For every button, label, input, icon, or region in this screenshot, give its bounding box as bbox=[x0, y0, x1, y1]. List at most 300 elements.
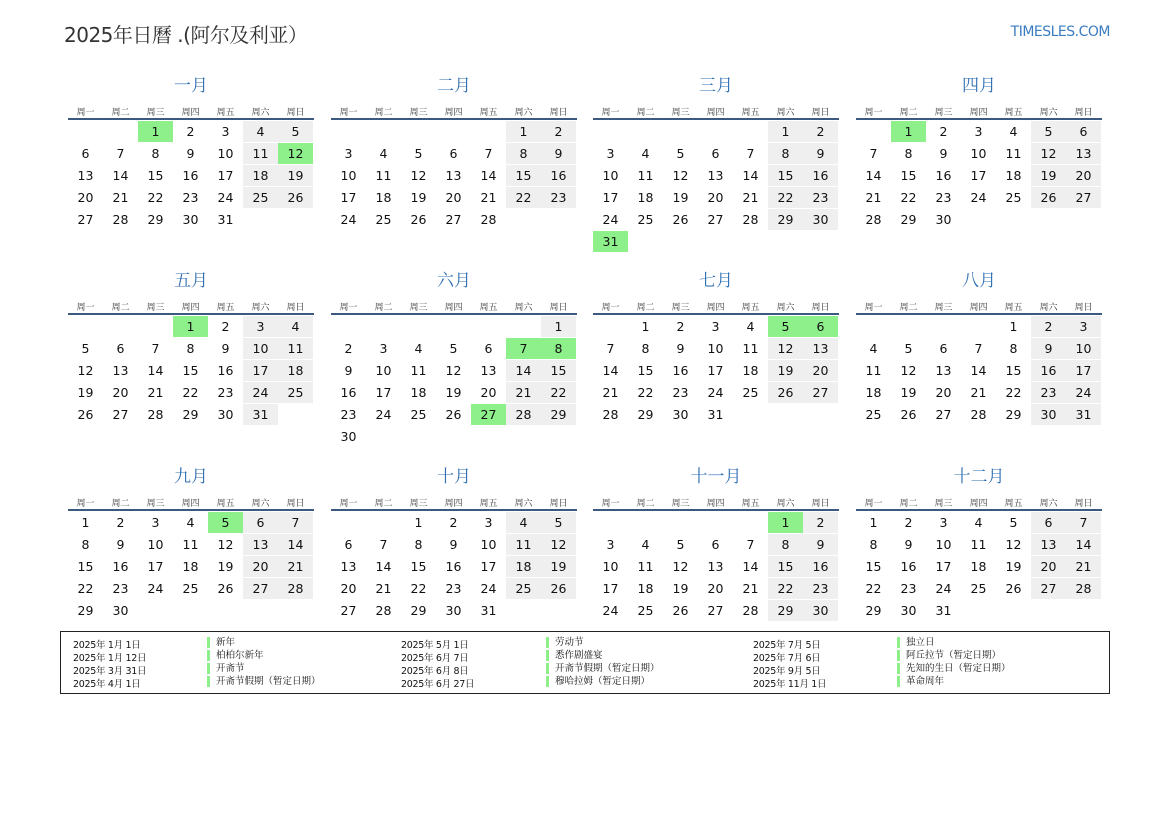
month-title: 三月 bbox=[699, 76, 733, 96]
month-title: 一月 bbox=[174, 76, 208, 96]
day-cell: 19 bbox=[278, 165, 313, 186]
day-cell-holiday: 1 bbox=[173, 316, 208, 337]
weekday-label: 周六 bbox=[1039, 108, 1058, 118]
weekday-label: 周一 bbox=[864, 303, 883, 313]
day-cell: 31 bbox=[217, 212, 234, 227]
legend-date: 2025年 6月 27日 bbox=[401, 679, 475, 690]
weekday-label: 周六 bbox=[776, 499, 795, 509]
weekday-label: 周六 bbox=[251, 108, 270, 118]
day-cell: 2 bbox=[939, 124, 948, 139]
day-cell: 28 bbox=[278, 578, 313, 599]
day-cell: 21 bbox=[375, 581, 392, 596]
day-cell: 20 bbox=[707, 581, 724, 596]
weekday-label: 周三 bbox=[146, 108, 165, 118]
day-cell: 4 bbox=[186, 515, 195, 530]
day-cell: 1 bbox=[541, 316, 576, 337]
day-cell: 21 bbox=[602, 385, 619, 400]
day-cell: 7 bbox=[484, 146, 493, 161]
day-cell: 28 bbox=[602, 407, 619, 422]
month-title: 十一月 bbox=[690, 467, 742, 487]
month-title: 五月 bbox=[174, 271, 208, 291]
day-cell: 15 bbox=[768, 165, 803, 186]
day-cell: 20 bbox=[707, 190, 724, 205]
day-cell: 3 bbox=[484, 515, 493, 530]
day-cell: 25 bbox=[182, 581, 199, 596]
day-cell: 15 bbox=[182, 363, 199, 378]
day-cell: 14 bbox=[506, 360, 541, 381]
day-cell: 29 bbox=[1005, 407, 1022, 422]
day-cell: 9 bbox=[803, 143, 838, 164]
weekday-label: 周六 bbox=[1039, 303, 1058, 313]
day-cell: 16 bbox=[217, 363, 234, 378]
day-cell: 2 bbox=[541, 121, 576, 142]
day-cell-holiday: 31 bbox=[593, 231, 628, 252]
day-cell: 11 bbox=[742, 341, 759, 356]
day-cell: 13 bbox=[707, 559, 724, 574]
day-cell: 3 bbox=[243, 316, 278, 337]
day-cell: 16 bbox=[672, 363, 689, 378]
day-cell: 23 bbox=[935, 190, 952, 205]
day-cell: 17 bbox=[935, 559, 952, 574]
day-cell: 9 bbox=[186, 146, 195, 161]
weekday-label: 周日 bbox=[1074, 108, 1093, 118]
day-cell: 10 bbox=[217, 146, 234, 161]
day-cell: 30 bbox=[803, 600, 838, 621]
day-cell: 14 bbox=[112, 168, 129, 183]
weekday-label: 周日 bbox=[549, 303, 568, 313]
day-cell: 3 bbox=[606, 146, 615, 161]
day-cell: 17 bbox=[480, 559, 497, 574]
day-cell: 25 bbox=[865, 407, 882, 422]
weekday-label: 周二 bbox=[374, 303, 393, 313]
weekday-label: 周六 bbox=[514, 303, 533, 313]
day-cell: 21 bbox=[112, 190, 129, 205]
legend-holiday-name: 劳动节 bbox=[546, 637, 584, 648]
day-cell: 15 bbox=[1005, 363, 1022, 378]
day-cell: 16 bbox=[1031, 360, 1066, 381]
day-cell: 5 bbox=[1009, 515, 1018, 530]
weekday-label: 周一 bbox=[601, 499, 620, 509]
day-cell: 6 bbox=[1031, 512, 1066, 533]
weekday-label: 周三 bbox=[934, 303, 953, 313]
weekday-label: 周一 bbox=[76, 499, 95, 509]
weekday-label: 周二 bbox=[899, 303, 918, 313]
day-cell: 13 bbox=[112, 363, 129, 378]
weekday-label: 周日 bbox=[1074, 499, 1093, 509]
day-cell: 3 bbox=[1066, 316, 1101, 337]
day-cell: 21 bbox=[147, 385, 164, 400]
weekday-label: 周三 bbox=[146, 303, 165, 313]
day-cell: 27 bbox=[1066, 187, 1101, 208]
weekday-label: 周三 bbox=[671, 303, 690, 313]
day-cell: 3 bbox=[221, 124, 230, 139]
day-cell: 10 bbox=[602, 559, 619, 574]
day-cell: 20 bbox=[803, 360, 838, 381]
day-cell: 19 bbox=[1005, 559, 1022, 574]
day-cell: 5 bbox=[449, 341, 458, 356]
day-cell: 11 bbox=[970, 537, 987, 552]
month-title: 九月 bbox=[174, 467, 208, 487]
day-cell: 9 bbox=[939, 146, 948, 161]
day-cell: 24 bbox=[340, 212, 357, 227]
day-cell: 26 bbox=[541, 578, 576, 599]
day-cell: 4 bbox=[506, 512, 541, 533]
day-cell: 4 bbox=[1009, 124, 1018, 139]
day-cell: 12 bbox=[672, 168, 689, 183]
legend-holiday-name: 阿丘拉节（暂定日期） bbox=[897, 650, 1001, 661]
day-cell: 4 bbox=[641, 146, 650, 161]
day-cell: 26 bbox=[768, 382, 803, 403]
month-divider bbox=[331, 313, 577, 315]
day-cell: 7 bbox=[869, 146, 878, 161]
weekday-label: 周四 bbox=[444, 499, 463, 509]
weekday-label: 周五 bbox=[1004, 303, 1023, 313]
day-cell: 27 bbox=[1031, 578, 1066, 599]
legend-date: 2025年 1月 1日 bbox=[73, 640, 141, 651]
month-11 bbox=[593, 466, 839, 646]
day-cell: 4 bbox=[243, 121, 278, 142]
day-cell-holiday: 1 bbox=[768, 512, 803, 533]
day-cell: 24 bbox=[602, 603, 619, 618]
day-cell: 26 bbox=[900, 407, 917, 422]
day-cell: 31 bbox=[1066, 404, 1101, 425]
day-cell: 16 bbox=[541, 165, 576, 186]
day-cell: 2 bbox=[449, 515, 458, 530]
weekday-label: 周二 bbox=[636, 108, 655, 118]
day-cell: 29 bbox=[147, 212, 164, 227]
day-cell: 20 bbox=[77, 190, 94, 205]
day-cell: 22 bbox=[77, 581, 94, 596]
day-cell: 17 bbox=[375, 385, 392, 400]
month-7 bbox=[593, 270, 839, 450]
day-cell: 19 bbox=[672, 190, 689, 205]
day-cell: 25 bbox=[243, 187, 278, 208]
weekday-label: 周五 bbox=[1004, 108, 1023, 118]
day-cell: 17 bbox=[243, 360, 278, 381]
day-cell: 10 bbox=[707, 341, 724, 356]
day-cell: 26 bbox=[672, 603, 689, 618]
day-cell: 16 bbox=[900, 559, 917, 574]
weekday-label: 周二 bbox=[111, 108, 130, 118]
weekday-label: 周一 bbox=[76, 303, 95, 313]
day-cell: 25 bbox=[742, 385, 759, 400]
month-4 bbox=[856, 75, 1102, 255]
day-cell: 15 bbox=[147, 168, 164, 183]
day-cell: 27 bbox=[707, 603, 724, 618]
day-cell: 5 bbox=[904, 341, 913, 356]
day-cell: 6 bbox=[449, 146, 458, 161]
day-cell: 29 bbox=[410, 603, 427, 618]
day-cell: 24 bbox=[480, 581, 497, 596]
day-cell: 5 bbox=[278, 121, 313, 142]
weekday-label: 周四 bbox=[181, 108, 200, 118]
weekday-label: 周四 bbox=[706, 108, 725, 118]
day-cell: 28 bbox=[375, 603, 392, 618]
day-cell: 27 bbox=[243, 578, 278, 599]
day-cell: 1 bbox=[81, 515, 90, 530]
day-cell: 29 bbox=[900, 212, 917, 227]
day-cell: 4 bbox=[278, 316, 313, 337]
day-cell: 1 bbox=[869, 515, 878, 530]
day-cell: 9 bbox=[1031, 338, 1066, 359]
legend-date: 2025年 7月 6日 bbox=[753, 653, 821, 664]
day-cell: 10 bbox=[935, 537, 952, 552]
day-cell: 6 bbox=[344, 537, 353, 552]
month-divider bbox=[331, 509, 577, 511]
weekday-label: 周日 bbox=[549, 499, 568, 509]
day-cell: 25 bbox=[278, 382, 313, 403]
month-title: 十二月 bbox=[953, 467, 1005, 487]
day-cell: 2 bbox=[116, 515, 125, 530]
day-cell: 18 bbox=[375, 190, 392, 205]
day-cell: 12 bbox=[1031, 143, 1066, 164]
day-cell: 30 bbox=[803, 209, 838, 230]
day-cell: 7 bbox=[151, 341, 160, 356]
day-cell: 11 bbox=[506, 534, 541, 555]
day-cell: 10 bbox=[375, 363, 392, 378]
day-cell: 9 bbox=[221, 341, 230, 356]
day-cell: 27 bbox=[112, 407, 129, 422]
day-cell-holiday: 1 bbox=[891, 121, 926, 142]
day-cell: 14 bbox=[278, 534, 313, 555]
day-cell: 10 bbox=[1066, 338, 1101, 359]
day-cell: 1 bbox=[506, 121, 541, 142]
day-cell: 14 bbox=[1066, 534, 1101, 555]
day-cell: 15 bbox=[637, 363, 654, 378]
weekday-label: 周五 bbox=[479, 108, 498, 118]
day-cell: 28 bbox=[506, 404, 541, 425]
month-divider bbox=[856, 509, 1102, 511]
legend-holiday-name: 穆哈拉姆（暂定日期） bbox=[546, 676, 650, 687]
weekday-label: 周一 bbox=[601, 108, 620, 118]
day-cell: 13 bbox=[77, 168, 94, 183]
day-cell: 26 bbox=[445, 407, 462, 422]
day-cell: 14 bbox=[147, 363, 164, 378]
day-cell: 29 bbox=[865, 603, 882, 618]
day-cell: 15 bbox=[900, 168, 917, 183]
month-title: 八月 bbox=[962, 271, 996, 291]
weekday-label: 周日 bbox=[286, 108, 305, 118]
month-2 bbox=[331, 75, 577, 255]
weekday-label: 周五 bbox=[1004, 499, 1023, 509]
day-cell: 4 bbox=[379, 146, 388, 161]
day-cell: 21 bbox=[480, 190, 497, 205]
day-cell-holiday: 5 bbox=[768, 316, 803, 337]
day-cell: 3 bbox=[974, 124, 983, 139]
day-cell: 29 bbox=[77, 603, 94, 618]
weekday-label: 周日 bbox=[811, 108, 830, 118]
day-cell: 18 bbox=[410, 385, 427, 400]
weekday-label: 周六 bbox=[251, 499, 270, 509]
day-cell: 25 bbox=[637, 212, 654, 227]
day-cell: 12 bbox=[768, 338, 803, 359]
day-cell: 28 bbox=[742, 212, 759, 227]
weekday-label: 周六 bbox=[776, 108, 795, 118]
day-cell: 13 bbox=[1031, 534, 1066, 555]
day-cell: 9 bbox=[541, 143, 576, 164]
day-cell: 27 bbox=[935, 407, 952, 422]
day-cell-holiday: 5 bbox=[208, 512, 243, 533]
day-cell: 11 bbox=[637, 168, 654, 183]
day-cell: 13 bbox=[803, 338, 838, 359]
day-cell: 8 bbox=[768, 143, 803, 164]
day-cell: 20 bbox=[445, 190, 462, 205]
day-cell: 3 bbox=[379, 341, 388, 356]
day-cell: 6 bbox=[711, 537, 720, 552]
month-title: 七月 bbox=[699, 271, 733, 291]
month-5 bbox=[68, 270, 314, 450]
legend-holiday-name: 先知的生日（暂定日期） bbox=[897, 663, 1011, 674]
day-cell: 22 bbox=[1005, 385, 1022, 400]
day-cell: 19 bbox=[445, 385, 462, 400]
day-cell: 19 bbox=[410, 190, 427, 205]
weekday-label: 周一 bbox=[864, 108, 883, 118]
weekday-label: 周四 bbox=[181, 303, 200, 313]
day-cell: 27 bbox=[340, 603, 357, 618]
day-cell: 16 bbox=[803, 165, 838, 186]
day-cell: 19 bbox=[1031, 165, 1066, 186]
day-cell: 11 bbox=[375, 168, 392, 183]
day-cell: 18 bbox=[637, 190, 654, 205]
month-12 bbox=[856, 466, 1102, 646]
day-cell-holiday: 6 bbox=[803, 316, 838, 337]
day-cell: 20 bbox=[1031, 556, 1066, 577]
day-cell: 24 bbox=[970, 190, 987, 205]
day-cell: 23 bbox=[803, 578, 838, 599]
day-cell: 17 bbox=[340, 190, 357, 205]
day-cell-holiday: 12 bbox=[278, 143, 313, 164]
day-cell: 19 bbox=[77, 385, 94, 400]
weekday-label: 周三 bbox=[934, 499, 953, 509]
day-cell: 26 bbox=[1031, 187, 1066, 208]
day-cell: 20 bbox=[935, 385, 952, 400]
day-cell: 30 bbox=[672, 407, 689, 422]
day-cell: 6 bbox=[1066, 121, 1101, 142]
day-cell: 24 bbox=[935, 581, 952, 596]
day-cell: 7 bbox=[606, 341, 615, 356]
day-cell: 16 bbox=[112, 559, 129, 574]
day-cell: 8 bbox=[186, 341, 195, 356]
weekday-label: 周日 bbox=[1074, 303, 1093, 313]
weekday-label: 周日 bbox=[549, 108, 568, 118]
day-cell: 27 bbox=[707, 212, 724, 227]
day-cell: 30 bbox=[1031, 404, 1066, 425]
weekday-label: 周五 bbox=[479, 499, 498, 509]
month-title: 二月 bbox=[437, 76, 471, 96]
weekday-label: 周六 bbox=[514, 499, 533, 509]
day-cell: 19 bbox=[900, 385, 917, 400]
day-cell: 5 bbox=[81, 341, 90, 356]
weekday-label: 周一 bbox=[339, 303, 358, 313]
day-cell: 19 bbox=[217, 559, 234, 574]
legend-date: 2025年 4月 1日 bbox=[73, 679, 141, 690]
legend-date: 2025年 7月 5日 bbox=[753, 640, 821, 651]
day-cell: 7 bbox=[116, 146, 125, 161]
day-cell: 14 bbox=[865, 168, 882, 183]
day-cell: 18 bbox=[637, 581, 654, 596]
day-cell: 28 bbox=[742, 603, 759, 618]
day-cell: 7 bbox=[278, 512, 313, 533]
day-cell: 12 bbox=[410, 168, 427, 183]
day-cell: 15 bbox=[865, 559, 882, 574]
day-cell: 4 bbox=[974, 515, 983, 530]
day-cell-holiday: 27 bbox=[471, 404, 506, 425]
day-cell: 7 bbox=[974, 341, 983, 356]
legend-date: 2025年 3月 31日 bbox=[73, 666, 147, 677]
day-cell: 30 bbox=[217, 407, 234, 422]
legend-holiday-name: 开斋节假期（暂定日期） bbox=[207, 676, 321, 687]
weekday-label: 周一 bbox=[76, 108, 95, 118]
day-cell: 20 bbox=[340, 581, 357, 596]
day-cell: 13 bbox=[707, 168, 724, 183]
weekday-label: 周二 bbox=[636, 499, 655, 509]
weekday-label: 周二 bbox=[111, 499, 130, 509]
day-cell: 18 bbox=[865, 385, 882, 400]
day-cell: 25 bbox=[375, 212, 392, 227]
day-cell: 10 bbox=[243, 338, 278, 359]
day-cell: 25 bbox=[970, 581, 987, 596]
day-cell: 13 bbox=[480, 363, 497, 378]
day-cell: 1 bbox=[641, 319, 650, 334]
weekday-label: 周五 bbox=[216, 108, 235, 118]
legend-holiday-name: 开斋节 bbox=[207, 663, 245, 674]
month-divider bbox=[68, 509, 314, 511]
day-cell: 18 bbox=[182, 559, 199, 574]
legend-date: 2025年 6月 7日 bbox=[401, 653, 469, 664]
day-cell: 31 bbox=[480, 603, 497, 618]
day-cell: 20 bbox=[112, 385, 129, 400]
day-cell: 22 bbox=[637, 385, 654, 400]
day-cell: 29 bbox=[768, 209, 803, 230]
day-cell: 12 bbox=[445, 363, 462, 378]
day-cell: 15 bbox=[77, 559, 94, 574]
day-cell: 12 bbox=[672, 559, 689, 574]
day-cell: 8 bbox=[81, 537, 90, 552]
day-cell: 12 bbox=[541, 534, 576, 555]
day-cell: 12 bbox=[217, 537, 234, 552]
day-cell: 31 bbox=[707, 407, 724, 422]
day-cell: 4 bbox=[414, 341, 423, 356]
day-cell: 15 bbox=[506, 165, 541, 186]
day-cell: 19 bbox=[541, 556, 576, 577]
day-cell: 24 bbox=[375, 407, 392, 422]
day-cell: 17 bbox=[602, 190, 619, 205]
weekday-label: 周二 bbox=[374, 108, 393, 118]
weekday-label: 周二 bbox=[636, 303, 655, 313]
day-cell: 13 bbox=[445, 168, 462, 183]
weekday-label: 周三 bbox=[409, 108, 428, 118]
day-cell: 2 bbox=[221, 319, 230, 334]
legend-holiday-name: 开斋节假期（暂定日期） bbox=[546, 663, 660, 674]
day-cell: 18 bbox=[243, 165, 278, 186]
weekday-label: 周一 bbox=[601, 303, 620, 313]
brand-link[interactable]: TIMESLES.COM bbox=[1010, 24, 1110, 40]
day-cell: 12 bbox=[77, 363, 94, 378]
legend-holiday-name: 新年 bbox=[207, 637, 235, 648]
weekday-label: 周二 bbox=[374, 499, 393, 509]
day-cell: 10 bbox=[602, 168, 619, 183]
day-cell: 20 bbox=[480, 385, 497, 400]
legend-date: 2025年 9月 5日 bbox=[753, 666, 821, 677]
day-cell: 2 bbox=[344, 341, 353, 356]
day-cell: 30 bbox=[900, 603, 917, 618]
day-cell: 26 bbox=[217, 581, 234, 596]
day-cell: 1 bbox=[768, 121, 803, 142]
day-cell: 23 bbox=[182, 190, 199, 205]
day-cell: 24 bbox=[243, 382, 278, 403]
day-cell: 21 bbox=[506, 382, 541, 403]
day-cell: 24 bbox=[147, 581, 164, 596]
